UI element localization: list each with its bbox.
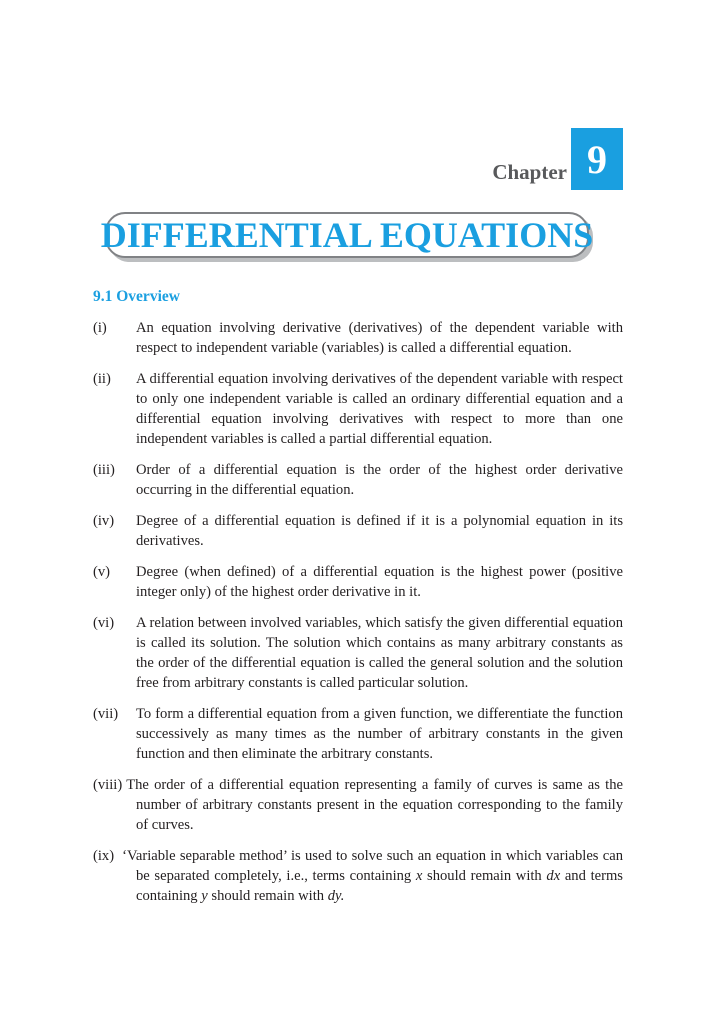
title-banner-box: [100, 212, 594, 258]
item-number: (vi): [93, 615, 115, 631]
item-text: [122, 848, 623, 904]
variable-dx: dx: [546, 868, 561, 884]
item-text: A relation between involved variables, which satisfy the given differential equation is called its solution. The solution which contains as many arbitrary constants as the order of the differential equation is called the general solution and the solution free from arbitrary constants is called particular solution.: [136, 615, 623, 691]
item-text: An equation involving derivative (derivatives) of the dependent variable with respect to independent variable (variables) is called a differential equation.: [136, 320, 623, 356]
item-number: (ix): [93, 848, 115, 864]
list-item: [93, 704, 623, 764]
item-text: A differential equation involving derivatives of the dependent variable with respect to only one independent variable is called an ordinary differential equation and a differential equation involving derivatives with respect to more than one independent variables is called a partial differential equation.: [136, 371, 623, 447]
item-text: Degree of a differential equation is defined if it is a polynomial equation in its derivatives.: [136, 513, 623, 549]
item-text-part: ‘Variable separable method’ is used to solve such an equation in which variables can be separated completely, i.e., terms containing: [122, 848, 623, 884]
item-text-part: should remain with: [207, 888, 328, 904]
item-text-part: and terms containing: [136, 868, 623, 904]
item-number: (ii): [93, 371, 111, 387]
list-item: [93, 318, 623, 358]
variable-dy: dy.: [327, 888, 345, 904]
item-number: (iv): [93, 513, 115, 529]
item-text: To form a differential equation from a given function, we differentiate the function successively as many times as the number of arbitrary constants in the given function and then eliminate the arbitrary constants.: [136, 706, 623, 762]
item-number: (viii): [93, 777, 123, 793]
list-item: [93, 460, 623, 500]
variable-y: y: [201, 888, 208, 904]
list-item: [93, 613, 623, 693]
item-text: The order of a differential equation representing a family of curves is same as the number of arbitrary constants present in the equation corresponding to the family of curves.: [126, 777, 623, 833]
item-number: (v): [93, 564, 111, 580]
chapter-header: [492, 128, 623, 190]
item-number: (i): [93, 320, 107, 336]
list-item: [93, 511, 623, 551]
variable-x: x: [415, 868, 423, 884]
item-text-part: should remain with: [422, 868, 547, 884]
item-number: (iii): [93, 462, 115, 478]
list-item: [93, 369, 623, 449]
list-item: [93, 562, 623, 602]
overview-list: [93, 318, 623, 917]
item-text: Degree (when defined) of a differential equation is the highest power (positive integer only) of the highest order derivative in it.: [136, 564, 623, 600]
list-item: [93, 775, 623, 835]
item-number: (vii): [93, 706, 119, 722]
chapter-title-banner: [100, 212, 594, 258]
chapter-title: DIFFERENTIAL EQUATIONS: [100, 215, 594, 255]
chapter-number: 9: [571, 128, 623, 190]
list-item: [93, 846, 623, 906]
section-title: 9.1 Overview: [93, 288, 180, 305]
chapter-label: Chapter: [492, 160, 567, 184]
item-text: Order of a differential equation is the order of the highest order derivative occurring in the differential equation.: [136, 462, 623, 498]
